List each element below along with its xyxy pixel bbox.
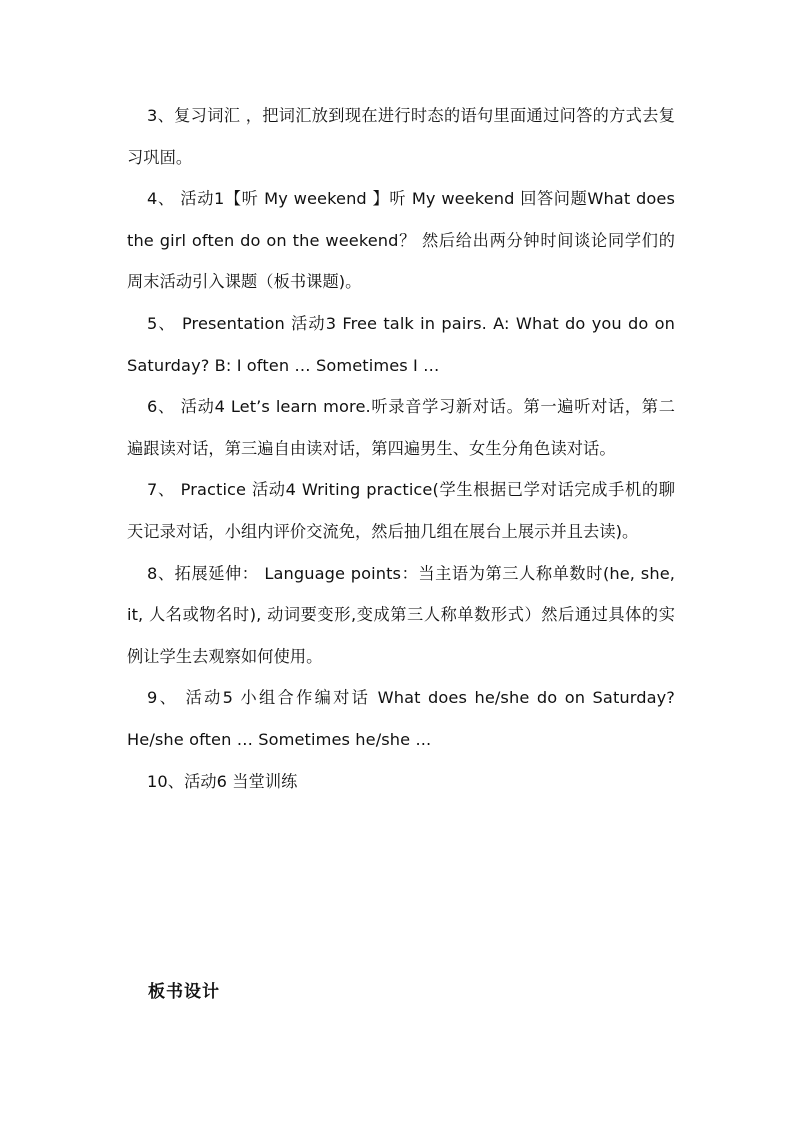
step-3-review-vocabulary: 3、复习词汇 ，把词汇放到现在进行时态的语句里面通过问答的方式去复习巩固。	[127, 106, 675, 167]
step-9-group-dialogue: 9、 活动5 小组合作编对话 What does he/she do on Saturday? He/she often … Sometimes he/she ...	[127, 688, 675, 749]
step-6-learn-more: 6、 活动4 Let’s learn more.听录音学习新对话。第一遍听对话，第二遍跟读对话，第三遍自由读对话，第四遍男生、女生分角色读对话。	[127, 397, 675, 458]
section-heading-board-design: 板书设计	[148, 982, 220, 1002]
step-5-presentation: 5、 Presentation 活动3 Free talk in pairs. A: What do you do on Saturday? B: I often … Sometimes I …	[127, 313, 675, 375]
step-4-listening-activity: 4、 活动1【听 My weekend 】听 My weekend 回答问题What does the girl often do on the weekend？ 然后给出两分钟时间谈论同学们的周末活动引入课题（板书课题)。	[127, 189, 675, 292]
step-8-extension: 8、拓展延伸： Language points：当主语为第三人称单数时(he, she, it, 人名或物名时), 动词要变形,变成第三人称单数形式）然后通过具体的实例让学生去观察如何使用。	[127, 563, 675, 666]
step-7-practice: 7、 Practice 活动4 Writing practice(学生根据已学对话完成手机的聊天记录对话，小组内评价交流免，然后抽几组在展台上展示并且去读)。	[127, 480, 675, 541]
step-10-exercise: 10、活动6 当堂训练	[147, 771, 298, 791]
lesson-steps	[127, 95, 675, 802]
